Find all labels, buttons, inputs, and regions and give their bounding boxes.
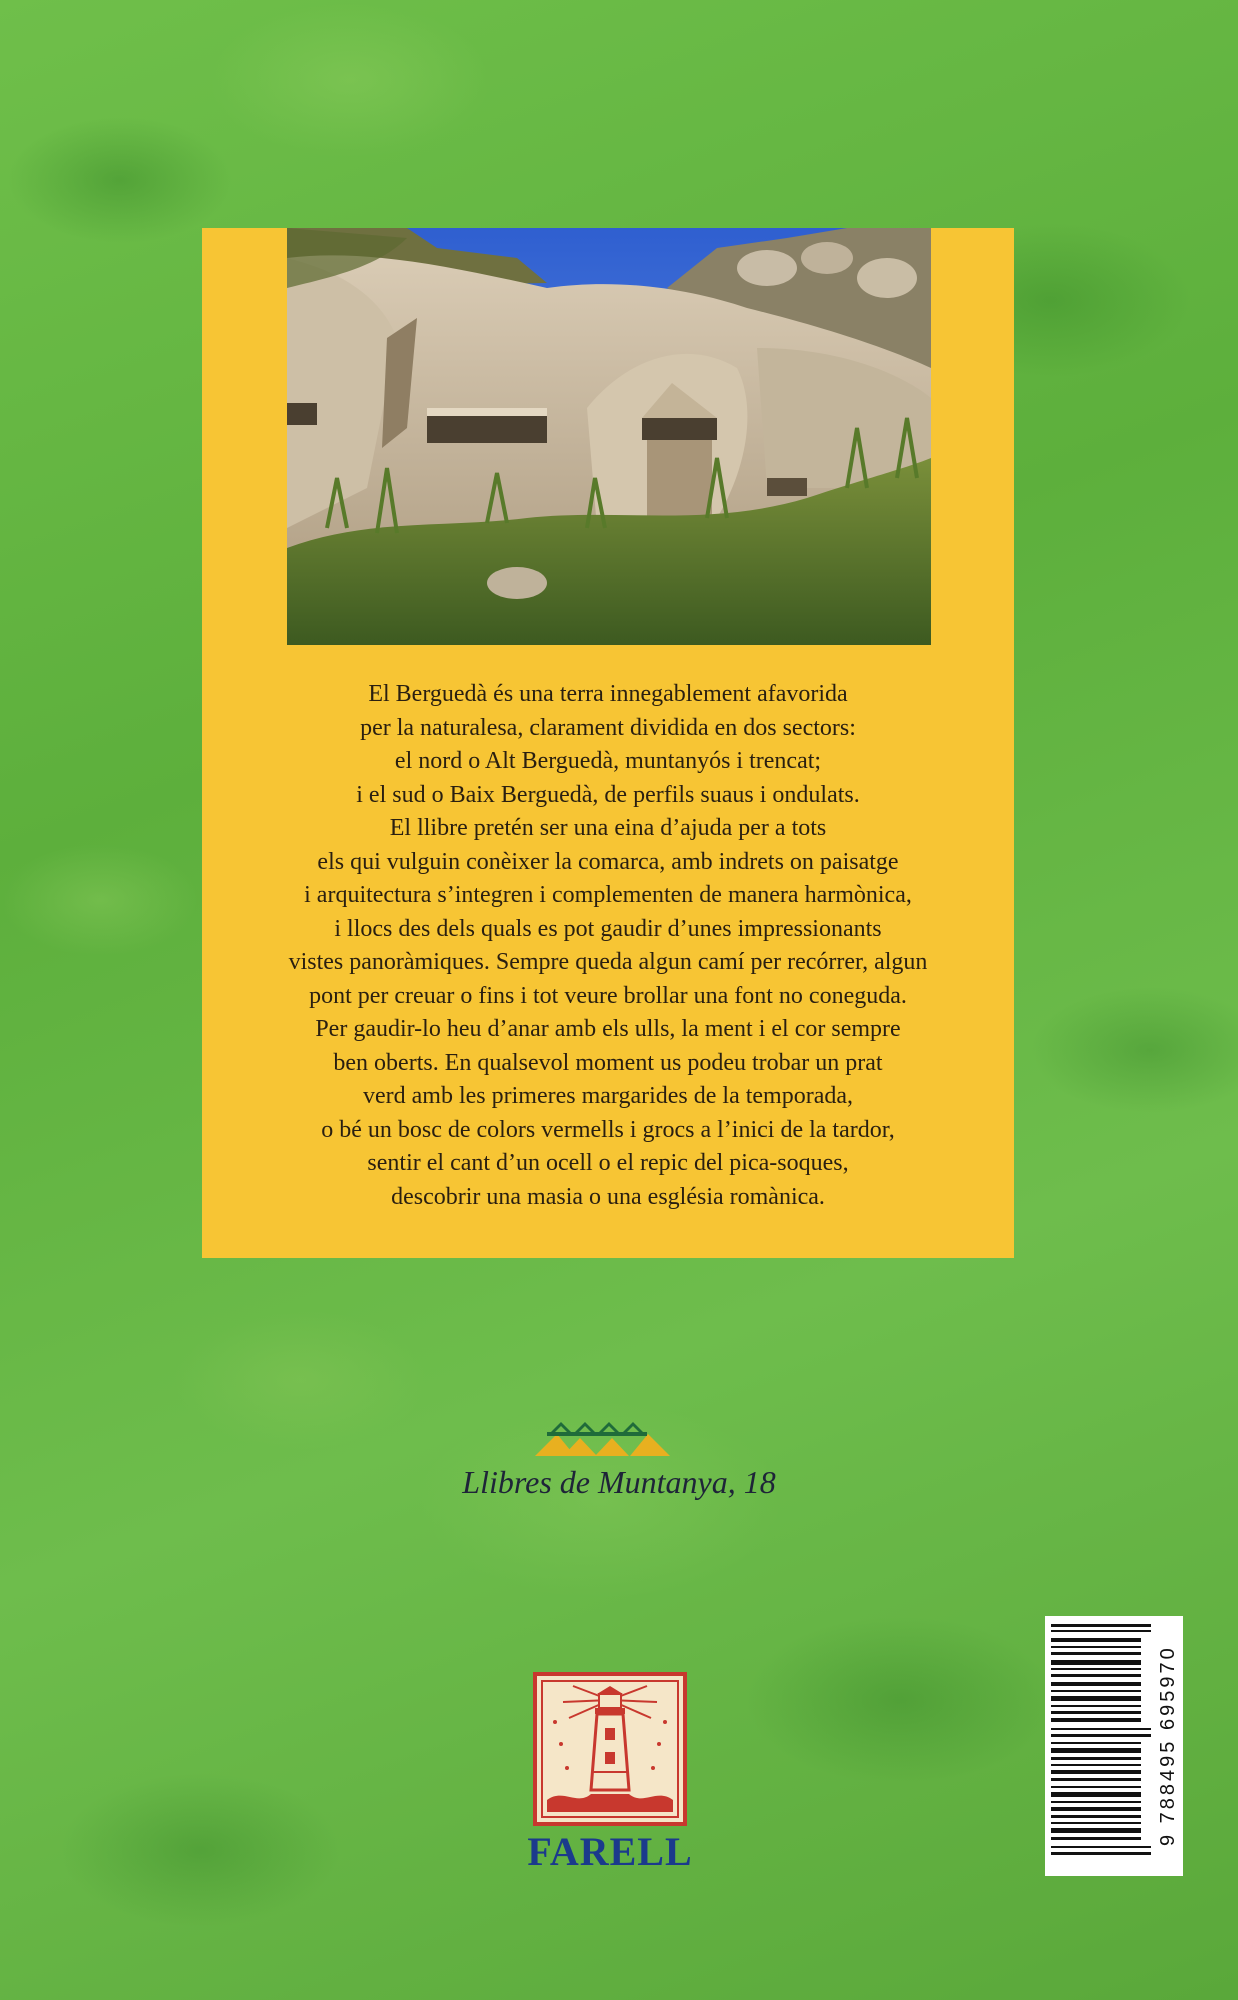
series-title: Llibres de Muntanya, 18 — [462, 1464, 776, 1500]
blurb-line: El Berguedà és una terra innegablement afavorida — [368, 681, 848, 707]
blurb-line: descobrir una masia o una església romànica. — [391, 1183, 825, 1210]
blurb-line: pont per creuar o fins i tot veure brollar una font no coneguda. — [309, 982, 907, 1009]
isbn-barcode — [1045, 1616, 1183, 1876]
blurb-line: vistes panoràmiques. Sempre queda algun camí per recórrer, algun — [288, 949, 928, 975]
blurb-line: els qui vulguin conèixer la comarca, amb indrets on paisatge — [317, 848, 899, 875]
blurb-line: i llocs des dels quals es pot gaudir d’unes impressionants — [334, 915, 882, 942]
blurb-line: El llibre pretén ser una eina d’ajuda per a tots — [389, 815, 827, 841]
blurb-line: verd amb les primeres margarides de la temporada, — [362, 1083, 854, 1109]
landscape-photo-illustration — [287, 228, 931, 645]
blurb-line: i arquitectura s’integren i complementen de manera harmònica, — [304, 882, 912, 908]
mountain-peaks-icon — [535, 1420, 670, 1456]
blurb-line: ben oberts. En qualsevol moment us podeu trobar un prat — [333, 1049, 883, 1076]
publisher-name: FARELL — [527, 1829, 693, 1874]
blurb-line: i el sud o Baix Berguedà, de perfils suaus i ondulats. — [356, 781, 860, 808]
blurb-line: sentir el cant d’un ocell o el repic del pica-soques, — [367, 1150, 849, 1176]
blurb-line: o bé un bosc de colors vermells i grocs a l’inici de la tardor, — [321, 1116, 895, 1143]
barcode-number: 9 788495 695970 — [1157, 1645, 1179, 1847]
barcode-bars — [1045, 1616, 1155, 1876]
blurb-line: per la naturalesa, clarament dividida en dos sectors: — [360, 714, 856, 741]
blurb-line: Per gaudir-lo heu d’anar amb els ulls, la ment i el cor sempre — [315, 1016, 901, 1042]
back-cover-blurb — [222, 678, 994, 1214]
blurb-line: el nord o Alt Berguedà, muntanyós i trencat; — [394, 748, 822, 774]
lighthouse-icon — [533, 1672, 687, 1826]
rock-tombs-photo — [287, 228, 931, 645]
